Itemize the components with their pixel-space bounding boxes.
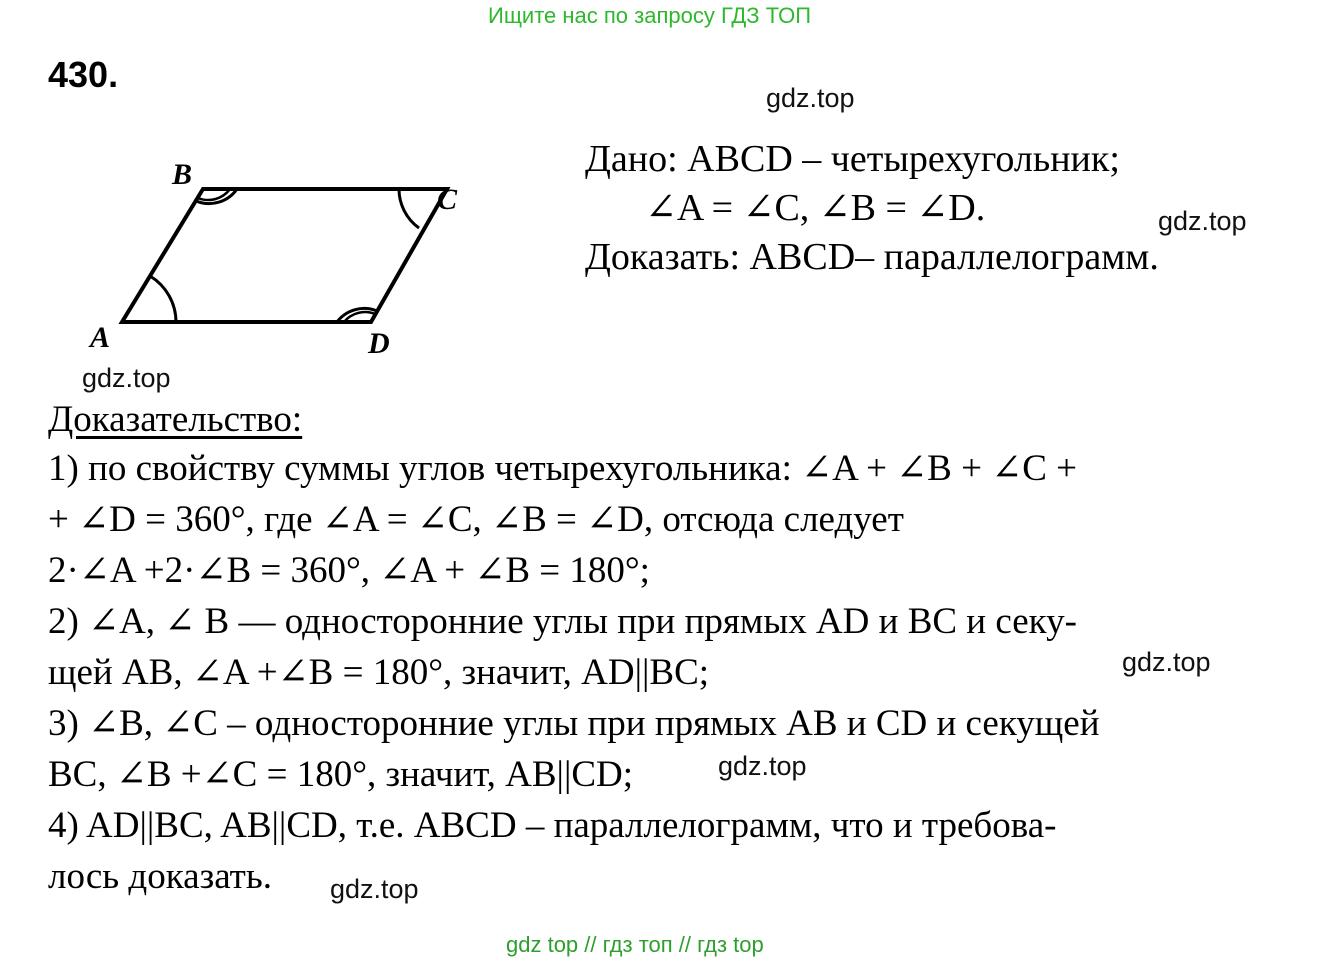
- vertex-label-b: B: [172, 158, 193, 191]
- parallelogram-figure: [80, 140, 460, 370]
- proof-line: 3) ∠B, ∠C – односторонние углы при прямых AB и CD и секущей: [48, 703, 1100, 744]
- proof-line: 2) ∠A, ∠ B — односторонние углы при прямых AD и BC и секу-: [48, 601, 1077, 642]
- watermark: gdz.top: [1122, 647, 1211, 677]
- proof-line: BC, ∠B +∠C = 180°, значит, AB||CD;: [48, 754, 634, 795]
- angle-c-arc: [399, 189, 419, 228]
- given-angles: ∠A = ∠C, ∠B = ∠D.: [645, 187, 986, 229]
- given-line: Дано: ABCD – четырехугольник;: [585, 138, 1120, 180]
- watermark: gdz.top: [718, 751, 807, 781]
- prove-line: Доказать: ABCD– параллелограмм.: [585, 236, 1159, 278]
- watermark: gdz.top: [330, 874, 419, 904]
- proof-line: щей AB, ∠A +∠B = 180°, значит, AD||BC;: [48, 652, 710, 693]
- vertex-label-d: D: [368, 327, 390, 360]
- proof-line: 1) по свойству суммы углов четырехугольника: ∠A + ∠B + ∠C +: [48, 448, 1078, 489]
- footer-links: gdz top // гдз топ // гдз top: [506, 932, 764, 957]
- watermark: gdz.top: [1158, 206, 1247, 236]
- proof-line: лось доказать.: [48, 856, 272, 897]
- proof-line: 4) AD||BC, AB||CD, т.е. ABCD – параллелограмм, что и требова-: [48, 805, 1057, 846]
- angle-a-arc: [150, 276, 176, 322]
- watermark: gdz.top: [766, 83, 855, 113]
- vertex-label-a: A: [90, 321, 111, 354]
- vertex-label-c: C: [436, 183, 457, 216]
- proof-line: 2·∠A +2·∠B = 360°, ∠A + ∠B = 180°;: [48, 550, 650, 591]
- watermark: gdz.top: [82, 363, 171, 393]
- problem-number: 430.: [48, 54, 119, 95]
- proof-heading: Доказательство:: [48, 399, 303, 440]
- search-banner: Ищите нас по запросу ГДЗ ТОП: [488, 3, 812, 28]
- proof-line: + ∠D = 360°, где ∠A = ∠C, ∠B = ∠D, отсюда следует: [48, 499, 904, 540]
